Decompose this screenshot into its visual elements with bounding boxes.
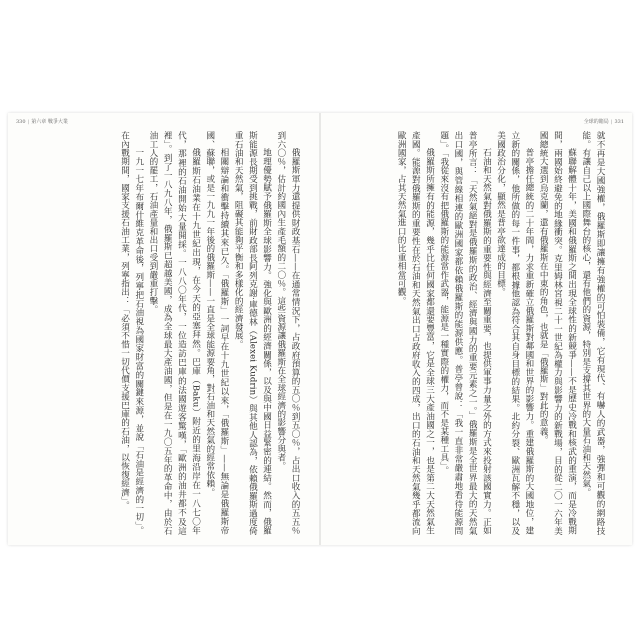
paragraph: 普亭擔任總統的二十年間，力求重新確立俄羅斯對鄰國和世界的影響力。重建俄羅斯的大國地位，建立新的關係，他所做的每一件事，都根據他認為符合其自身目標的結果。北約分裂、歐洲瓦解不穩，以及美國政治分化，顯然是普亭欲達成的目標。 (495, 131, 534, 535)
right-page (321, 113, 632, 545)
left-body-text (30, 131, 302, 535)
paragraph: 就不再是大國強權，俄羅斯即讓擁有強權的可怕裝備，它有現代、有嚇人的武器，強彈和可觀的網路技能。有讓自己以上國際舞台的核心，還有他們的資源，特別是支撐其世界的大量石油和天然氣。 (580, 131, 605, 535)
right-page-number: 331 (614, 119, 624, 125)
paragraph: 地理優勢賦予俄羅斯全球影響力。強化與歐洲的經濟關係，以及與中國日益緊密的連結。然而，俄羅斯能源長期受到挑戰，前財政部長阿列克謝·庫德林（Alexei Kudrin）與其他人認為，依賴俄羅斯過度倚重石油和天然氣，阻礙其能夠平衡和多樣化的經濟發展。 (233, 131, 272, 535)
paragraph: 相關辯論和衝擊持續其來已久。「俄羅斯」一詞早在十九世紀以來，「俄羅斯」——無論是俄羅斯帝國、蘇聯，或是一九九一年後的俄羅斯——一直是全球能源要角，對石油和天然氣的經常依賴。 (204, 131, 229, 535)
chapter-title: 戰爭大業 (47, 119, 68, 125)
paragraph: 俄羅斯軍力還提供財政基石——在通常情況下，占政府預算的五〇％到五〇％，占出口收入的五五％到六〇％，估計約國內生產毛額的二〇％。這些資源讓俄羅斯在全球經濟的影響分與者。 (275, 131, 300, 535)
paragraph: 俄羅斯所擁有的能源，幾乎比任何國家都還要豐富，它是全球三大產油國之一，也是第二大天然氣生產國。能源對俄羅斯的重要性在於石油和天然氣出口占政府收入的四成，出口的石油和天然氣幾乎都流向歐洲國家，占其天然氣進口的比重相當可觀。 (396, 131, 435, 535)
right-running-head: 全球的賭局 | 331 (583, 119, 624, 125)
right-body-text (335, 131, 607, 535)
paragraph: 俄羅斯石油業在十九世紀出現，在今天的亞塞拜然。巴庫（Baku）附近的里海沿岸在一八七〇年代，那裡的石油開始大量開採。一八八〇年代，一位造訪巴庫的法國遊客驚嘆，「歐洲的油井都不及這裡」。到了一八九八年，俄羅斯已超越美國，成為全球最大產油國，但是在一九〇五年的革命中，由於石油工人的罷工，石油產量和出口受到嚴重打擊。 (147, 131, 201, 535)
book-spread (8, 113, 632, 545)
paragraph: 石油和天然氣對俄羅斯的重要性與經濟至關重要，也提供軍事力量之外的方式來投射該國實力。正如普亭所言：「天然氣絕對是俄羅斯的政治、經濟與國力的重要元素之一。」俄羅斯是全世界最大的天然氣出口國，與管線相連的歐洲國家都依賴俄羅斯的能源供應。普亭曾說：「我一直非常嚴肅地看待能源問題」。「我從來沒有把俄羅斯的能源當作武器，能源是一種實際的權力，而不是某種工具」。 (438, 131, 492, 535)
left-page (8, 113, 319, 545)
left-running-head: 330 | 第六章 戰爭大業 (16, 119, 68, 125)
paragraph: 一九一七年布爾什維克革命後，列寧把石油視為國家財富的關鍵來源，並說「石油是經濟的一切」。在內戰期間，國家支援石油工業，列寧指出：「必須不惜一切代價支援巴庫的石油，以恢復經濟」。 (119, 131, 144, 535)
book-title: 全球的賭局 (583, 119, 609, 125)
left-page-number: 330 (16, 119, 26, 125)
chapter-label: 第六章 (31, 119, 47, 125)
paragraph: 蘇聯解體十年，美國和俄羅斯之間出現全球性的新競爭——不是歷史冷戰和核武的重演，而是冷戰期間，兩國始終避免的地緣衝突。克里姆林宮視二十一世紀為權力與影響力的新戰場，目的從二〇一六年美國總統大選到烏克蘭，還有俄羅斯在中東的角色，也就是「俄羅斯」對此的意義。 (538, 131, 577, 535)
